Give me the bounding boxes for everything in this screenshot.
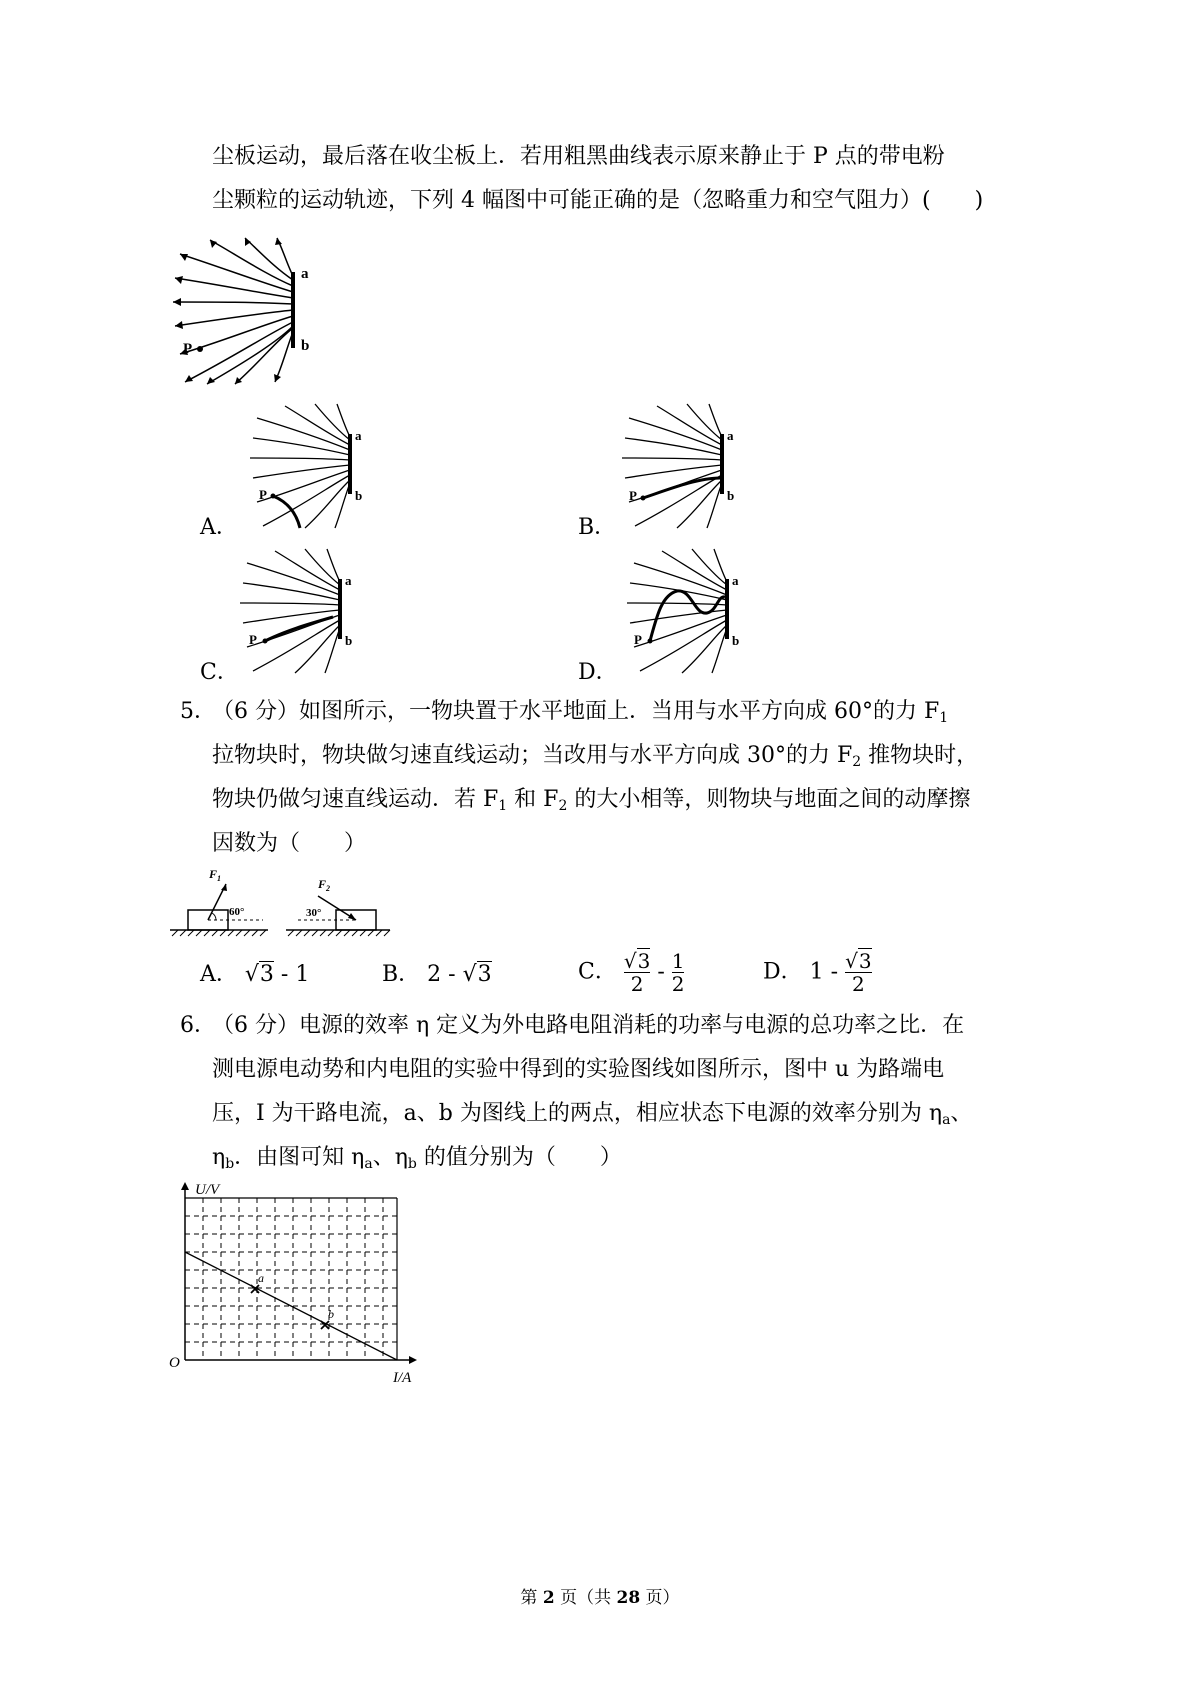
q5-force-figure bbox=[168, 866, 393, 946]
q4-option-b-figure bbox=[617, 400, 747, 535]
q4-a-label-a: a bbox=[355, 428, 362, 443]
q5-option-a: A． √3 - 1 bbox=[200, 962, 310, 987]
q4-text-line-1: 尘板运动，最后落在收尘板上．若用粗黑曲线表示原来静止于 P 点的带电粉 bbox=[212, 144, 945, 169]
q5-f2-label: $F_2$ bbox=[318, 877, 331, 893]
q6-point-a-label: a bbox=[258, 1271, 264, 1285]
q5-text-line-3: 物块仍做匀速直线运动．若 $F_1$ 和 $F_2$ 的大小相等，则物块与地面之间的动摩擦 bbox=[212, 787, 971, 814]
q5-option-b: B． 2 - √3 bbox=[382, 962, 492, 987]
q6-y-axis-label: U/V bbox=[195, 1182, 220, 1198]
q6-x-axis-label: I/A bbox=[393, 1370, 412, 1386]
q5-option-d: D． 1 - $\frac{√3}{2}$ bbox=[763, 949, 872, 996]
q6-text-line-1: （6 分）电源的效率 η 定义为外电路电阻消耗的功率与电源的总功率之比．在 bbox=[212, 1013, 965, 1038]
q6-text-line-4: $\eta_b$．由图可知 $\eta_a$、$\eta_b$ 的值分别为（ ） bbox=[212, 1145, 622, 1172]
q5-text-line-2: 拉物块时，物块做匀速直线运动；当改用与水平方向成 30°的力 $F_2$ 推物块时， bbox=[212, 743, 979, 770]
q4-d-label-b: b bbox=[732, 633, 740, 648]
q4-option-c-figure bbox=[235, 545, 365, 680]
q4-option-d-figure bbox=[622, 545, 752, 680]
q5-angle-30: 30° bbox=[306, 907, 322, 919]
q5-number: 5． bbox=[180, 699, 216, 724]
q4-label-a: a bbox=[301, 266, 309, 282]
q4-a-label-b: b bbox=[355, 488, 363, 503]
q6-number: 6． bbox=[180, 1013, 216, 1038]
q4-label-b: b bbox=[301, 338, 310, 354]
q6-ui-graph bbox=[165, 1180, 425, 1390]
q4-d-label-p: P bbox=[634, 632, 642, 647]
q4-option-c-label: C． bbox=[200, 660, 239, 685]
q5-f1-label: $F_1$ bbox=[209, 867, 222, 883]
page-footer: 第 2 页（共 28 页） bbox=[520, 1588, 680, 1608]
q5-angle-60: 60° bbox=[229, 906, 245, 918]
q6-point-b-label: b bbox=[328, 1307, 334, 1321]
q4-b-label-a: a bbox=[727, 428, 734, 443]
q4-main-field-figure bbox=[165, 232, 315, 392]
q4-c-label-p: P bbox=[249, 632, 257, 647]
q4-label-p: P bbox=[183, 341, 193, 357]
q4-b-label-b: b bbox=[727, 488, 735, 503]
q4-option-d-label: D． bbox=[578, 660, 618, 685]
q4-a-label-p: P bbox=[259, 487, 267, 502]
footer-page-number: 2 bbox=[542, 1588, 555, 1608]
q6-origin-label: O bbox=[169, 1355, 180, 1371]
q4-c-label-a: a bbox=[345, 573, 352, 588]
q4-c-label-b: b bbox=[345, 633, 353, 648]
q4-option-a-label: A． bbox=[200, 515, 238, 540]
q5-text-line-4: 因数为（ ） bbox=[212, 831, 367, 856]
q6-text-line-3: 压，I 为干路电流，a、b 为图线上的两点，相应状态下电源的效率分别为 $\eta_a$、 bbox=[212, 1101, 973, 1128]
q4-option-b-label: B． bbox=[578, 515, 617, 540]
q6-text-line-2: 测电源电动势和内电阻的实验中得到的实验图线如图所示，图中 u 为路端电 bbox=[212, 1057, 945, 1082]
footer-total-pages: 28 bbox=[616, 1588, 641, 1608]
q5-text-line-1: （6 分）如图所示，一物块置于水平地面上．当用与水平方向成 60°的力 $F_1$ bbox=[212, 699, 949, 726]
q4-b-label-p: P bbox=[629, 488, 637, 503]
q4-option-a-figure bbox=[245, 400, 375, 535]
q4-d-label-a: a bbox=[732, 573, 739, 588]
q4-text-line-2: 尘颗粒的运动轨迹，下列 4 幅图中可能正确的是（忽略重力和空气阻力）( ) bbox=[212, 188, 984, 213]
q5-option-c: C． $\frac{√3}{2}$ - $\frac{1}{2}$ bbox=[578, 949, 685, 996]
